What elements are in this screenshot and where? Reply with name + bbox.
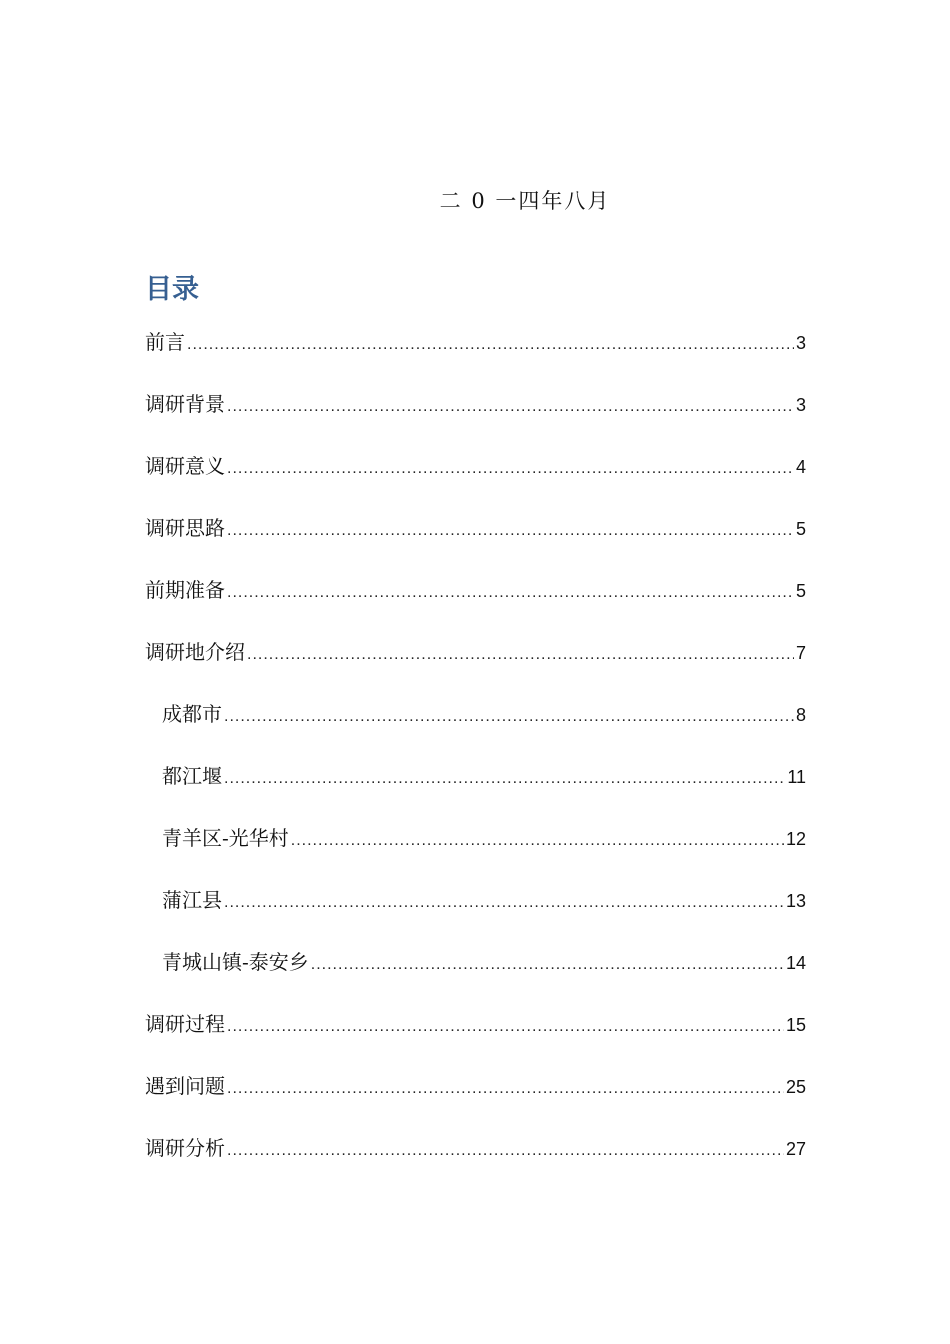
toc-entry-page: 15 — [785, 1015, 806, 1035]
toc-entry-title: 蒲江县 — [162, 888, 222, 912]
toc-dot-leader — [247, 639, 794, 671]
toc-entry[interactable] — [145, 1132, 806, 1194]
toc-entry-title: 调研分析 — [145, 1136, 225, 1160]
toc-subentry[interactable] — [145, 822, 806, 884]
toc-dot-leader — [291, 825, 784, 857]
toc-entry-page: 11 — [787, 767, 806, 787]
toc-entry-page: 14 — [785, 953, 806, 973]
toc-subentry[interactable] — [145, 884, 806, 946]
toc-entry-page: 25 — [785, 1077, 806, 1097]
toc-entry[interactable] — [145, 1070, 806, 1132]
toc-entry-title: 调研过程 — [145, 1012, 225, 1036]
toc-entry-page: 3 — [795, 395, 806, 415]
toc-entry-title: 调研意义 — [145, 454, 225, 478]
toc-entry-title: 青羊区-光华村 — [162, 826, 289, 850]
toc-dot-leader — [227, 577, 794, 609]
toc-dot-leader — [224, 763, 785, 795]
toc-entry-page: 4 — [795, 457, 806, 477]
toc-dot-leader — [227, 1073, 784, 1105]
toc-dot-leader — [187, 329, 794, 361]
toc-entry[interactable] — [145, 512, 806, 574]
toc-entry-title: 调研地介绍 — [145, 640, 245, 664]
toc-entry[interactable] — [145, 574, 806, 636]
toc-entry-title: 前期准备 — [145, 578, 225, 602]
toc-entry-title: 成都市 — [162, 702, 222, 726]
toc-entry[interactable] — [145, 388, 806, 450]
toc-entry[interactable] — [145, 636, 806, 698]
toc-subentry[interactable] — [145, 760, 806, 822]
toc-entry-title: 青城山镇-泰安乡 — [162, 950, 309, 974]
toc-entry[interactable] — [145, 326, 806, 388]
toc-dot-leader — [227, 515, 794, 547]
toc-dot-leader — [311, 949, 784, 981]
toc-dot-leader — [227, 391, 794, 423]
toc-entry-page: 8 — [795, 705, 806, 725]
toc-dot-leader — [227, 1011, 784, 1043]
toc-dot-leader — [227, 453, 794, 485]
toc-subentry[interactable] — [145, 698, 806, 760]
toc-entry-page: 12 — [785, 829, 806, 849]
toc-entry-title: 调研思路 — [145, 516, 225, 540]
table-of-contents — [145, 326, 806, 1194]
document-date: 二 0 一四年八月 — [439, 189, 611, 213]
toc-entry-page: 5 — [795, 581, 806, 601]
toc-entry-page: 3 — [795, 333, 806, 353]
toc-entry-title: 遇到问题 — [145, 1074, 225, 1098]
toc-dot-leader — [224, 887, 784, 919]
toc-entry-page: 7 — [795, 643, 806, 663]
toc-entry-title: 调研背景 — [145, 392, 225, 416]
toc-entry-page: 27 — [785, 1139, 806, 1159]
toc-entry-page: 5 — [795, 519, 806, 539]
toc-entry[interactable] — [145, 450, 806, 512]
toc-heading: 目录 — [145, 274, 199, 305]
toc-entry-page: 13 — [785, 891, 806, 911]
toc-subentry[interactable] — [145, 946, 806, 1008]
toc-dot-leader — [224, 701, 794, 733]
toc-entry-title: 前言 — [145, 330, 185, 354]
toc-dot-leader — [227, 1135, 784, 1167]
toc-entry-title: 都江堰 — [162, 764, 222, 788]
toc-entry[interactable] — [145, 1008, 806, 1070]
